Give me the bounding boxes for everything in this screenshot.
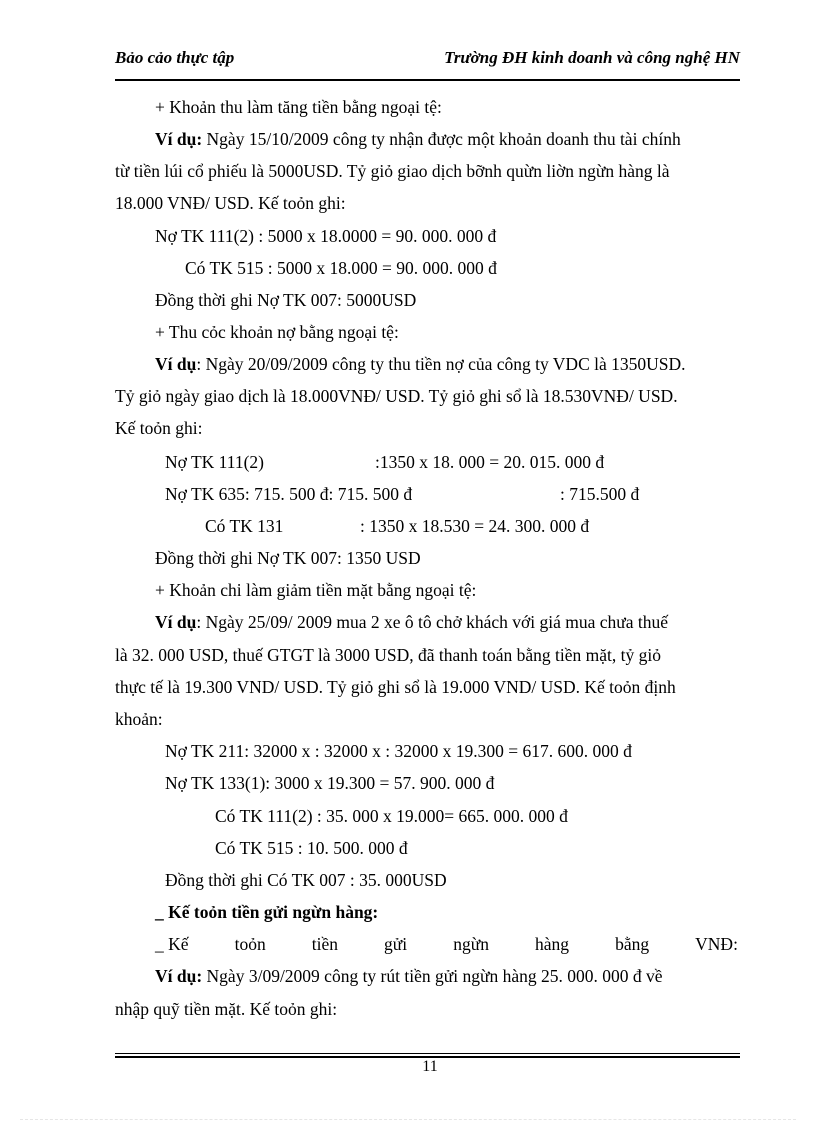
entry-debit-111: Nợ TK 111(2) : 5000 x 18.0000 = 90. 000. 000 đ (155, 226, 497, 246)
entry-credit-111: Có TK 111(2) : 35. 000 x 19.000= 665. 000. 000 đ (215, 806, 568, 826)
example-1-line-1: Ví dụ: Ngày 15/10/2009 công ty nhận được một khoản doanh thu tài chính (155, 129, 681, 149)
example-label: Ví dụ (155, 612, 197, 632)
example-label: Ví dụ: (155, 966, 203, 986)
page-number: 11 (422, 1058, 438, 1075)
entry-also-007: Đồng thời ghi Nợ TK 007: 5000USD (155, 290, 417, 310)
example-3-line-1: Ví dụ: Ngày 25/09/ 2009 mua 2 xe ô tô chở khách với giá mua chưa thuế (155, 612, 669, 632)
example-2-line-1: Ví dụ: Ngày 20/09/2009 công ty thu tiền nợ của công ty VDC là 1350USD. (155, 354, 686, 374)
entry-credit-515: Có TK 515 : 5000 x 18.000 = 90. 000. 000 đ (185, 258, 497, 278)
page-edge (20, 1119, 796, 1120)
section-heading-bank-deposit: _ Kế toỏn tiền gửi ngừn hàng: (155, 902, 379, 922)
item-foreign-income: + Khoản thu làm tăng tiền bằng ngoại tệ: (155, 97, 442, 117)
example-label: Ví dụ: (155, 129, 203, 149)
entry-debit-133: Nợ TK 133(1): 3000 x 19.300 = 57. 900. 000 đ (165, 773, 495, 793)
entry-credit-515-b: Có TK 515 : 10. 500. 000 đ (215, 838, 408, 858)
example-4-line-2: nhập quỹ tiền mặt. Kế toỏn ghi: (115, 999, 338, 1019)
entry-debit-211: Nợ TK 211: 32000 x : 32000 x : 32000 x 19.300 = 617. 600. 000 đ (165, 741, 632, 761)
example-3-line-4: khoản: (115, 709, 163, 729)
entry-debit-635-amount: : 715.500 đ (560, 484, 640, 504)
header-right-title: Trường ĐH kinh doanh và công nghệ HN (444, 48, 740, 67)
example-2-line-3: Kế toỏn ghi: (115, 418, 203, 438)
example-1-line-3: 18.000 VNĐ/ USD. Kế toỏn ghi: (115, 193, 346, 213)
entry-also-credit-007: Đồng thời ghi Có TK 007 : 35. 000USD (165, 870, 447, 890)
page-header (115, 48, 740, 72)
example-label: Ví dụ (155, 354, 197, 374)
header-left-title: Bảo cảo thực tập (115, 48, 235, 67)
header-divider (115, 79, 740, 81)
example-3-line-3: thực tế là 19.300 VND/ USD. Tỷ giỏ ghi sổ là 19.000 VND/ USD. Kế toỏn định (115, 677, 676, 697)
example-3-line-2: là 32. 000 USD, thuế GTGT là 3000 USD, đã thanh toán bằng tiền mặt, tỷ giỏ (115, 645, 661, 665)
footer-divider-thin (115, 1053, 740, 1054)
subheading-bank-vnd: _ Kế toỏn tiền gửi ngừn hàng bằng VNĐ: (155, 934, 738, 954)
entry-debit-111-amount: :1350 x 18. 000 = 20. 015. 000 đ (375, 452, 605, 472)
item-foreign-cash-spending: + Khoản chi làm giảm tiền mặt bằng ngoại tệ: (155, 580, 477, 600)
example-4-line-1: Ví dụ: Ngày 3/09/2009 công ty rút tiền gửi ngừn hàng 25. 000. 000 đ về (155, 966, 663, 986)
example-1-line-2: từ tiền lúi cổ phiếu là 5000USD. Tỷ giỏ giao dịch bỡnh quừn liờn ngừn hàng là (115, 161, 670, 181)
entry-also-007-usd: Đồng thời ghi Nợ TK 007: 1350 USD (155, 548, 421, 568)
example-2-line-2: Tỷ giỏ ngày giao dịch là 18.000VNĐ/ USD. Tỷ giỏ ghi sổ là 18.530VNĐ/ USD. (115, 386, 678, 406)
entry-credit-131-amount: : 1350 x 18.530 = 24. 300. 000 đ (360, 516, 590, 536)
item-debt-collection: + Thu cỏc khoản nợ bằng ngoại tệ: (155, 322, 399, 342)
entry-debit-635-label: Nợ TK 635: 715. 500 đ: 715. 500 đ (165, 484, 413, 504)
entry-credit-131-label: Có TK 131 (205, 516, 284, 536)
entry-debit-111-label: Nợ TK 111(2) (165, 452, 265, 472)
